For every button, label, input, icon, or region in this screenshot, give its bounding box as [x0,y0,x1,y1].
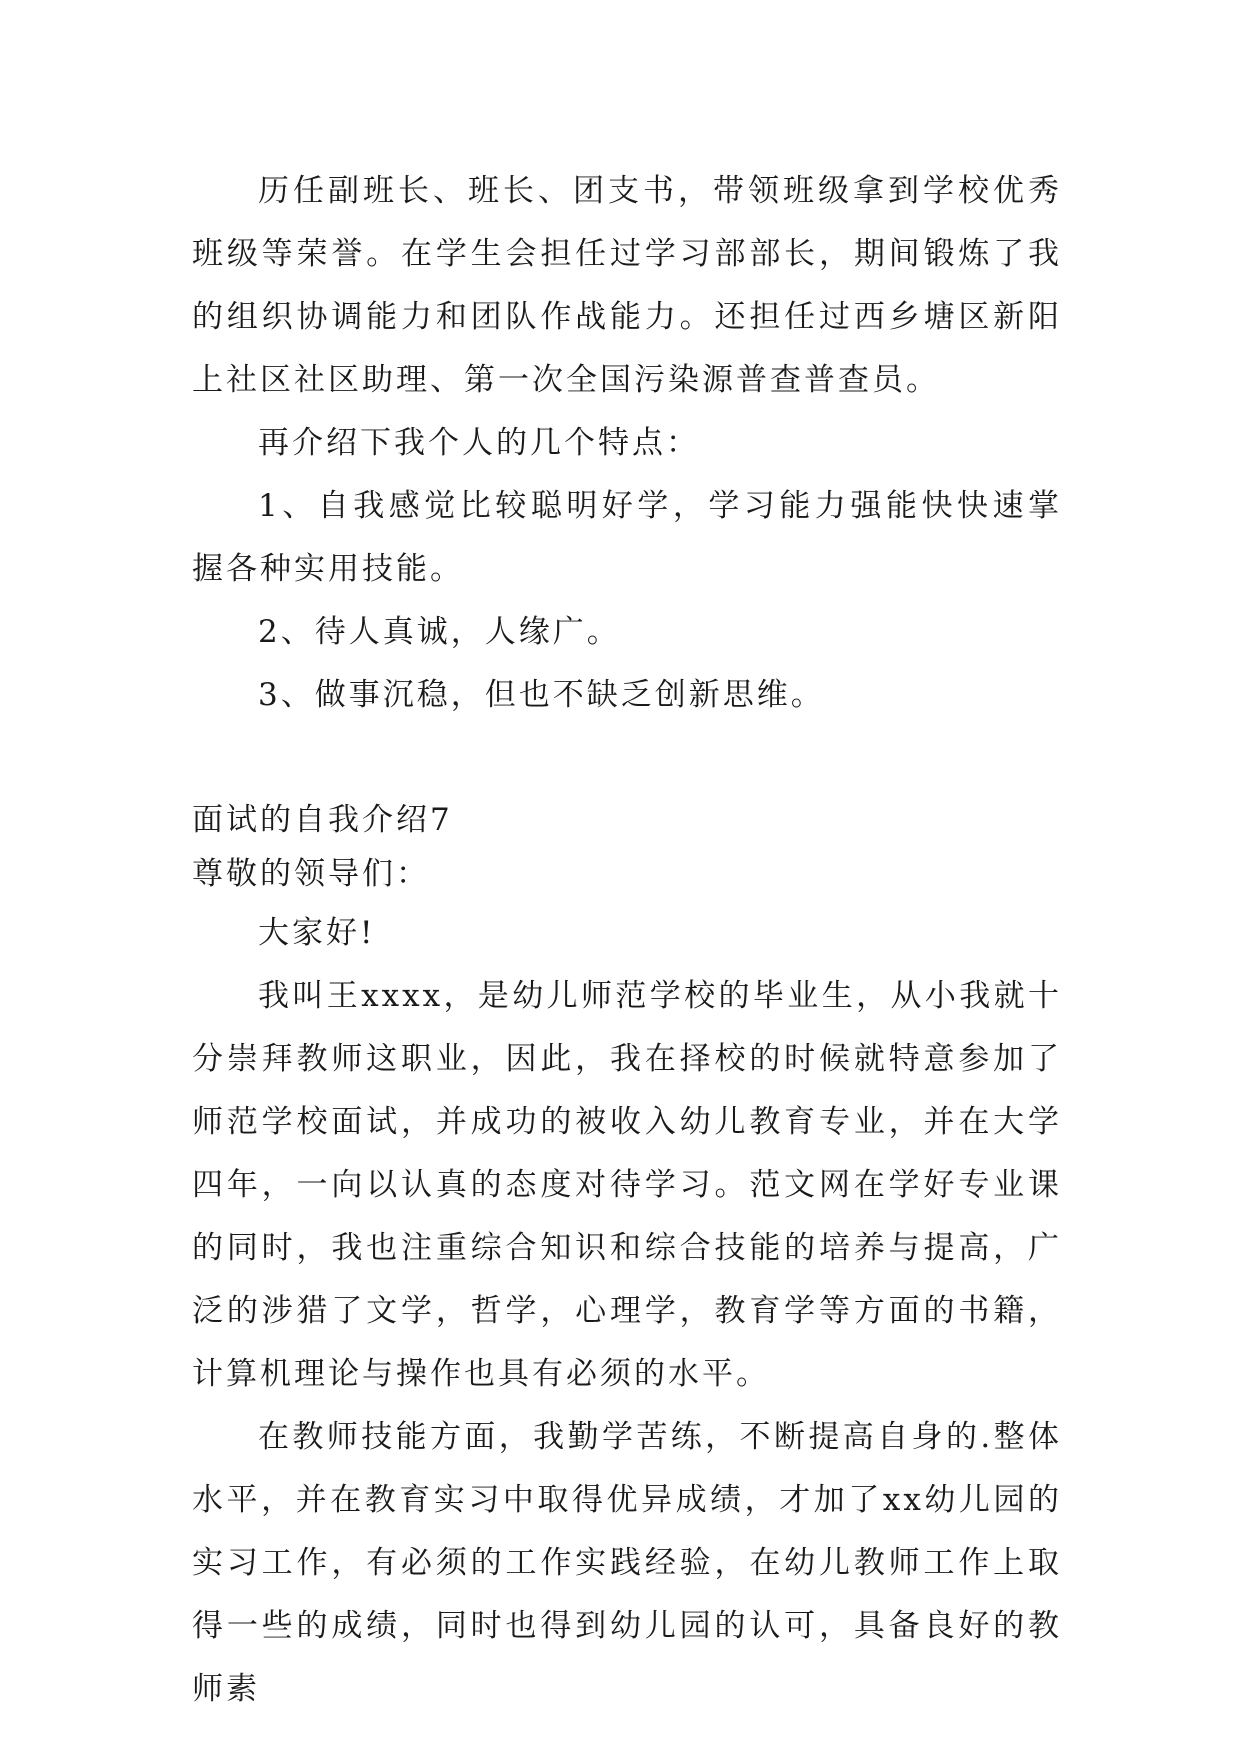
paragraph-background: 我叫王xxxx，是幼儿师范学校的毕业生，从小我就十分崇拜教师这职业，因此，我在择校的时候就特意参加了师范学校面试，并成功的被收入幼儿教育专业，并在大学四年，一向以认真的态度对待学习。范文网在学好专业课的同时，我也注重综合知识和综合技能的培养与提高，广泛的涉猎了文学，哲学，心理学，教育学等方面的书籍，计算机理论与操作也具有必须的水平。 [192,978,1062,1392]
paragraph-greeting: 大家好! [258,915,376,951]
salutation: 尊敬的领导们： [192,856,430,892]
paragraph-trait-2: 2、待人真诚，人缘广。 [258,614,621,650]
section-heading: 面试的自我介绍7 [192,802,453,838]
paragraph-teaching-skills: 在教师技能方面，我勤学苦练，不断提高自身的.整体水平，并在教育实习中取得优异成绩，才加了xx幼儿园的实习工作，有必须的工作实践经验，在幼儿教师工作上取得一些的成绩，同时也得到幼儿园的认可，具备良好的教师素 [192,1419,1062,1707]
paragraph-experience: 历任副班长、班长、团支书，带领班级拿到学校优秀班级等荣誉。在学生会担任过学习部部长，期间锻炼了我的组织协调能力和团队作战能力。还担任过西乡塘区新阳上社区社区助理、第一次全国污染源普查普查员。 [192,173,1062,398]
paragraph-traits-intro: 再介绍下我个人的几个特点： [258,425,700,461]
paragraph-trait-3: 3、做事沉稳，但也不缺乏创新思维。 [258,677,825,713]
paragraph-trait-1: 1、自我感觉比较聪明好学，学习能力强能快快速掌握各种实用技能。 [192,488,1062,587]
document-body [192,160,1062,1721]
section-spacer [192,727,1062,794]
